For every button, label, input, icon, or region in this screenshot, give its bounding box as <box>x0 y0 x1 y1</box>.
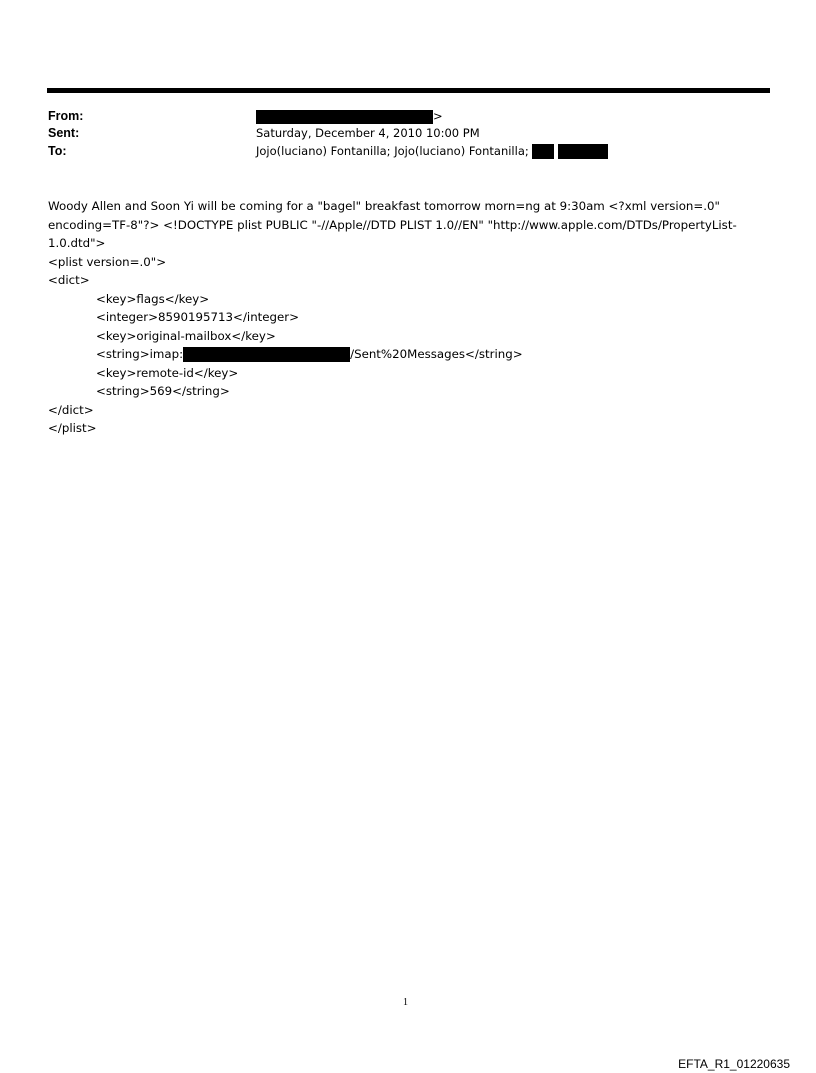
to-value <box>256 143 608 159</box>
plist-open: <plist version=.0"> <box>48 254 167 269</box>
redaction-block <box>532 144 554 159</box>
string-imap-prefix: <string>imap: <box>96 347 184 361</box>
key-remote: <key>remote-id</key> <box>96 365 239 380</box>
from-label: From: <box>48 109 84 123</box>
to-label: To: <box>48 144 67 158</box>
email-body <box>48 197 763 438</box>
redaction-block <box>183 347 350 362</box>
body-paragraph: Woody Allen and Soon Yi will be coming for a "bagel" breakfast tomorrow morn=ng at 9:30am <?xml version=.0" encoding=TF-8"?> <!DOCTYPE plist PUBLIC "-//Apple//DTD PLIST 1.0//EN" "http://www.apple.com/DTDs/PropertyList-1.0.dtd"> <box>48 199 737 250</box>
bates-number: EFTA_R1_01220635 <box>678 1057 790 1071</box>
redaction-block <box>558 144 608 159</box>
page-number: 1 <box>403 997 408 1008</box>
key-mailbox: <key>original-mailbox</key> <box>96 328 276 343</box>
dict-close: </dict> <box>48 402 94 417</box>
integer-flags: <integer>8590195713</integer> <box>96 310 300 324</box>
string-remote: <string>569</string> <box>96 384 230 398</box>
plist-close: </plist> <box>48 421 97 435</box>
sent-label: Sent: <box>48 126 80 140</box>
key-flags: <key>flags</key> <box>96 291 210 306</box>
sent-value: Saturday, December 4, 2010 10:00 PM <box>256 126 480 140</box>
dict-open: <dict> <box>48 273 90 287</box>
header-rule <box>47 88 770 93</box>
from-value <box>256 108 443 124</box>
string-imap <box>48 345 763 364</box>
redaction-block <box>256 110 433 124</box>
string-imap-suffix: /Sent%20Messages</string> <box>350 347 523 361</box>
from-suffix: > <box>433 109 443 123</box>
to-recipients: Jojo(luciano) Fontanilla; Jojo(luciano) Fontanilla; <box>256 144 529 158</box>
